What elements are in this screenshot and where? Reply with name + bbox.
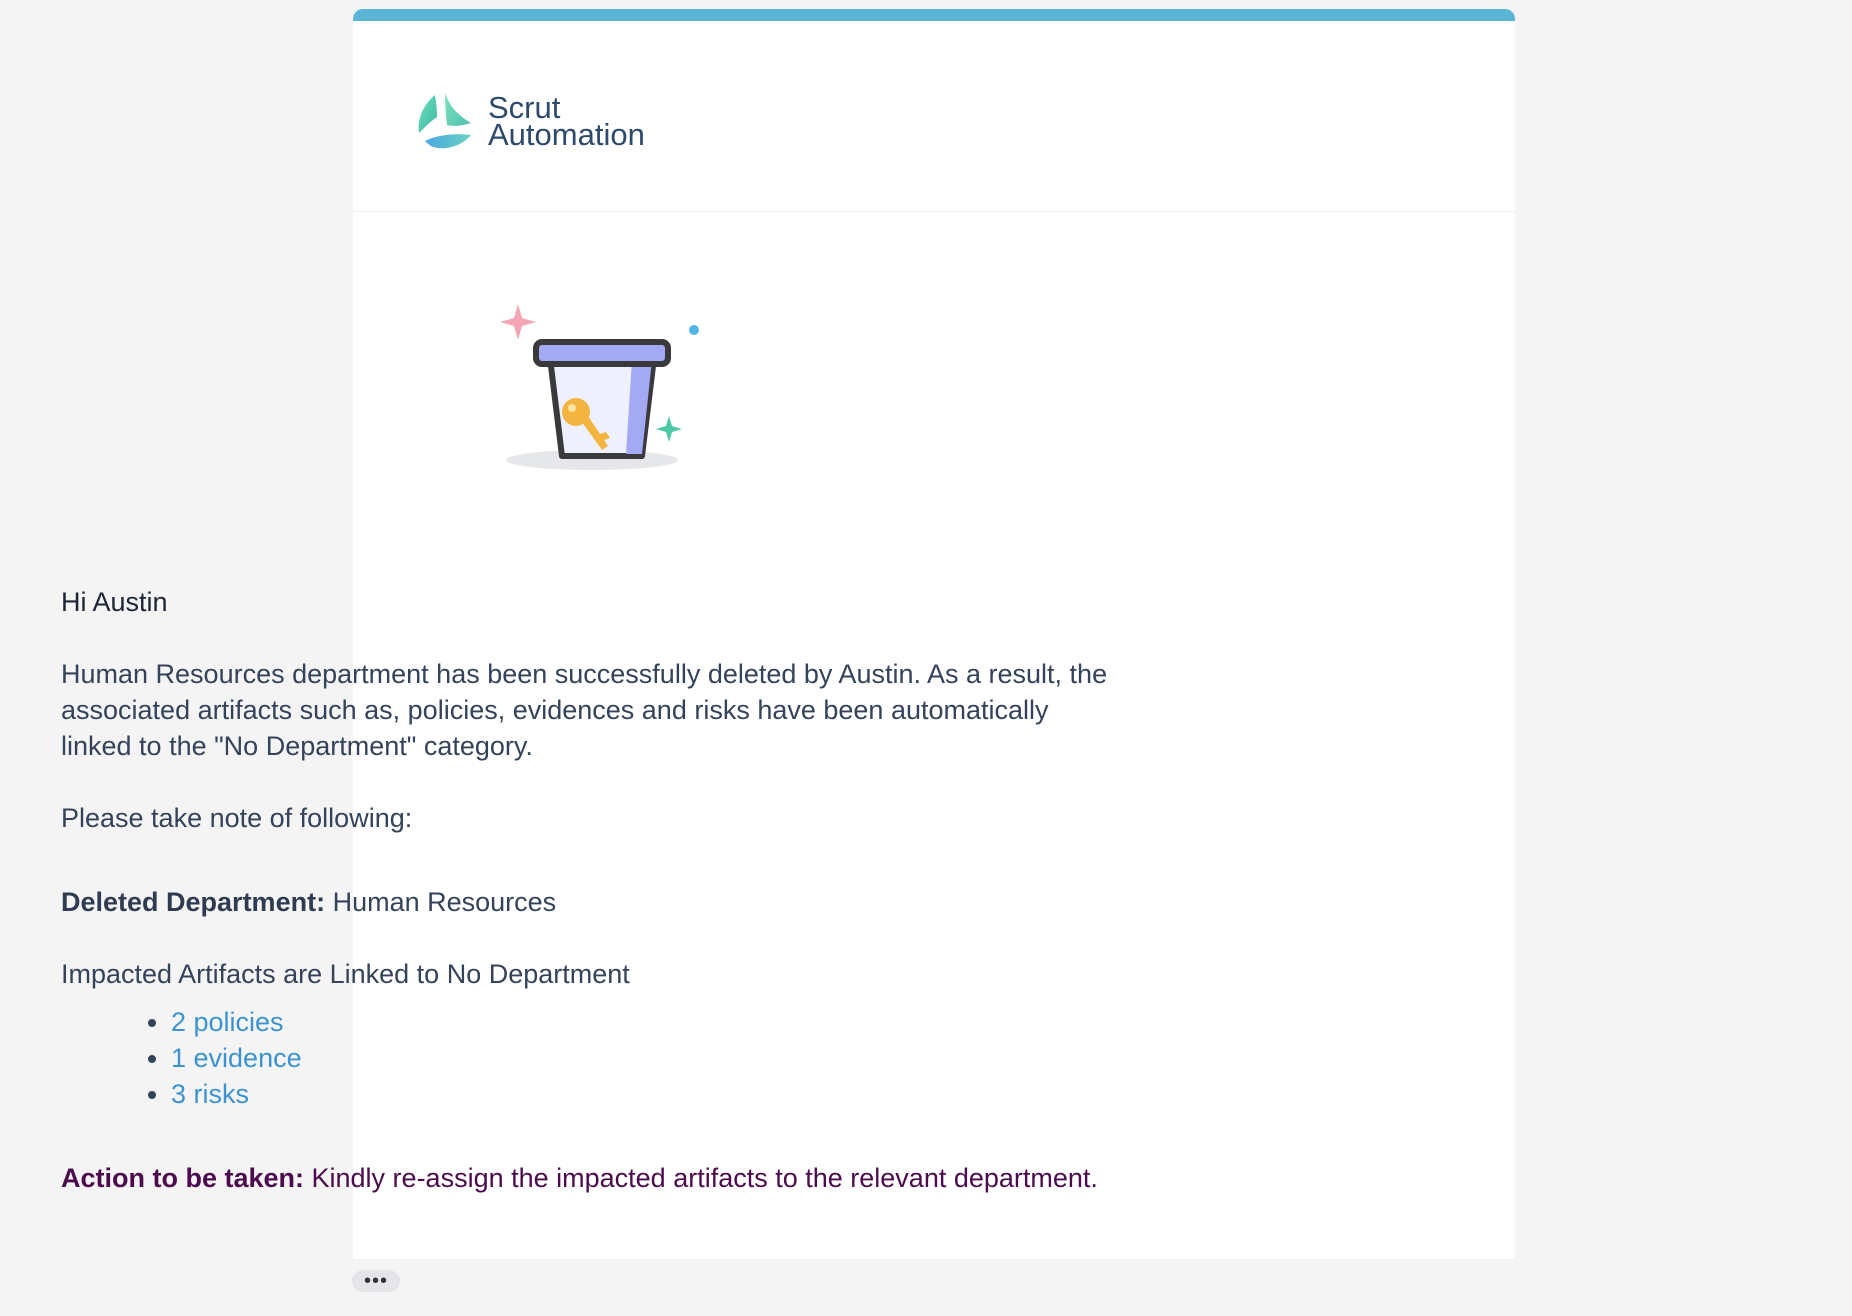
impacted-heading: Impacted Artifacts are Linked to No Department (61, 959, 630, 989)
body-paragraph: Human Resources department has been successfully deleted by Austin. As a result, the associated artifacts such as, policies, evidences and risks have been automatically linked to the "No Department" category. (61, 659, 1108, 761)
email-header (353, 21, 1515, 212)
deleted-department-label: Deleted Department: (61, 887, 326, 917)
artifact-list (61, 1004, 1121, 1112)
greeting: Hi Austin (61, 587, 168, 617)
risks-link[interactable]: 3 risks (171, 1079, 250, 1109)
action-to-be-taken (61, 1160, 1121, 1196)
note-intro: Please take note of following: (61, 803, 413, 833)
list-item (171, 1076, 1121, 1112)
show-more-button[interactable]: ••• (352, 1270, 400, 1292)
trash-bin-with-key-icon (462, 292, 702, 482)
policies-link[interactable]: 2 policies (171, 1007, 284, 1037)
email-body (61, 584, 1121, 1196)
brand-name-line1: Scrut (488, 90, 561, 125)
accent-bar (353, 9, 1515, 21)
list-item (171, 1040, 1121, 1076)
action-text: Kindly re-assign the impacted artifacts to the relevant department. (304, 1163, 1098, 1193)
evidence-link[interactable]: 1 evidence (171, 1043, 302, 1073)
scrut-logo-icon (415, 91, 477, 151)
list-item (171, 1004, 1121, 1040)
deleted-department (61, 884, 1121, 920)
brand-name (488, 90, 645, 152)
action-label: Action to be taken: (61, 1163, 305, 1193)
deleted-department-value: Human Resources (325, 887, 557, 917)
brand-name-line2: Automation (488, 117, 645, 152)
brand-logo (415, 91, 645, 151)
